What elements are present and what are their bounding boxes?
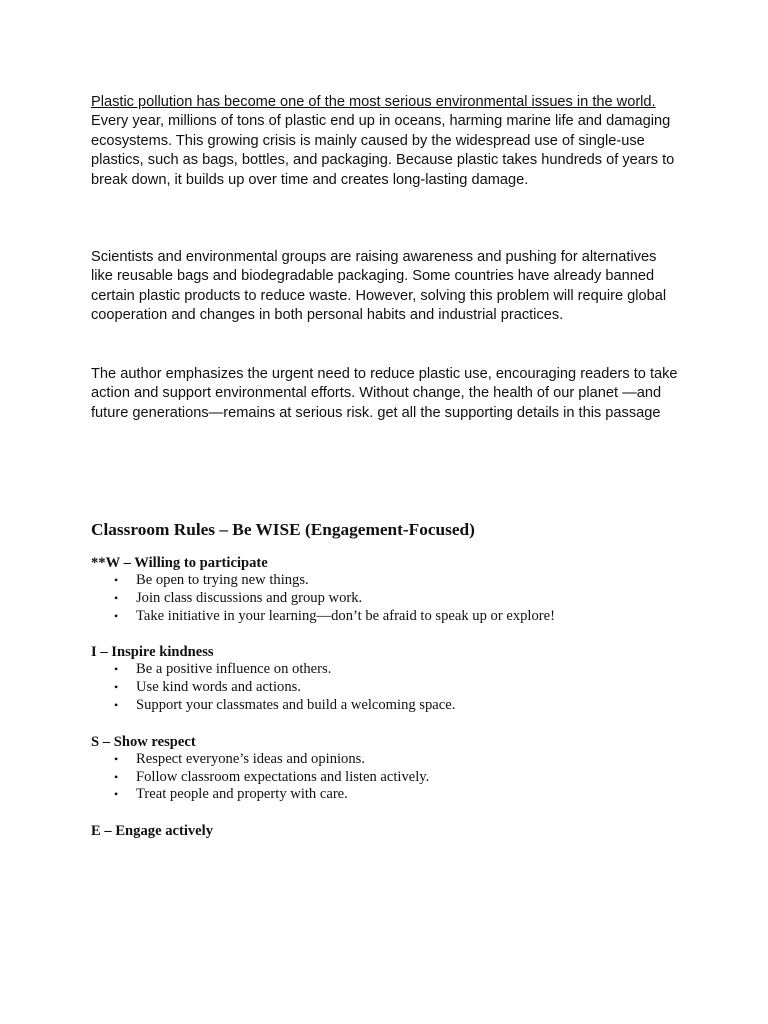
list-item: • Use kind words and actions.: [114, 679, 301, 696]
bullet-icon: •: [114, 769, 119, 784]
bullet-icon: •: [114, 662, 119, 677]
passage-paragraph-2: Scientists and environmental groups are raising awareness and pushing for alternatives like reusable bags and biodegradable packaging. Some countries have already banned certain plastic products to reduce waste. However, solving this problem will require global cooperation and changes in both personal habits and industrial practices.: [91, 249, 667, 324]
passage-lead-sentence: Plastic pollution has become one of the most serious environmental issues in the world.: [91, 94, 656, 110]
list-item: • Join class discussions and group work.: [114, 589, 363, 606]
section-heading-s: S – Show respect: [91, 733, 196, 750]
section-list-w: [91, 572, 691, 625]
bullet-icon: •: [114, 608, 119, 623]
bullet-icon: •: [114, 680, 119, 695]
list-item: • Be a positive influence on others.: [114, 661, 332, 678]
bullet-icon: •: [114, 573, 119, 587]
section-list-i: [91, 661, 691, 714]
bullet-icon: •: [114, 751, 119, 766]
list-item: • Be open to trying new things.: [114, 572, 309, 588]
bullet-icon: •: [114, 697, 119, 712]
list-item: • Treat people and property with care.: [114, 786, 348, 803]
passage-paragraph-1: [91, 93, 681, 190]
list-item: • Follow classroom expectations and listen actively.: [114, 768, 430, 785]
passage-paragraph-1-body: Every year, millions of tons of plastic end up in oceans, harming marine life and damaging ecosystems. This growing crisis is mainly caused by the widespread use of single-use plastics, such as bags, bottles, and packaging. Because plastic takes hundreds of years to break down, it builds up over time and creates long-lasting damage.: [91, 113, 675, 188]
passage-paragraph-3: The author emphasizes the urgent need to reduce plastic use, encouraging readers to take action and support environmental efforts. Without change, the health of our planet —and future generations—remains at serious risk. get all the supporting details in this passage: [91, 366, 678, 421]
bullet-icon: •: [114, 590, 119, 605]
section-heading-e: E – Engage actively: [91, 823, 214, 840]
bullet-icon: •: [114, 787, 119, 802]
list-item: • Take initiative in your learning—don’t be afraid to speak up or explore!: [114, 607, 555, 624]
list-item: • Respect everyone’s ideas and opinions.: [114, 750, 365, 767]
section-heading-w: **W – Willing to participate: [91, 555, 268, 571]
list-item: • Support your classmates and build a welcoming space.: [114, 696, 456, 713]
rules-title: Classroom Rules – Be WISE (Engagement-Focused): [91, 520, 475, 539]
section-list-s: [91, 751, 691, 804]
section-heading-i: I – Inspire kindness: [91, 644, 214, 661]
classroom-rules: [91, 518, 691, 840]
